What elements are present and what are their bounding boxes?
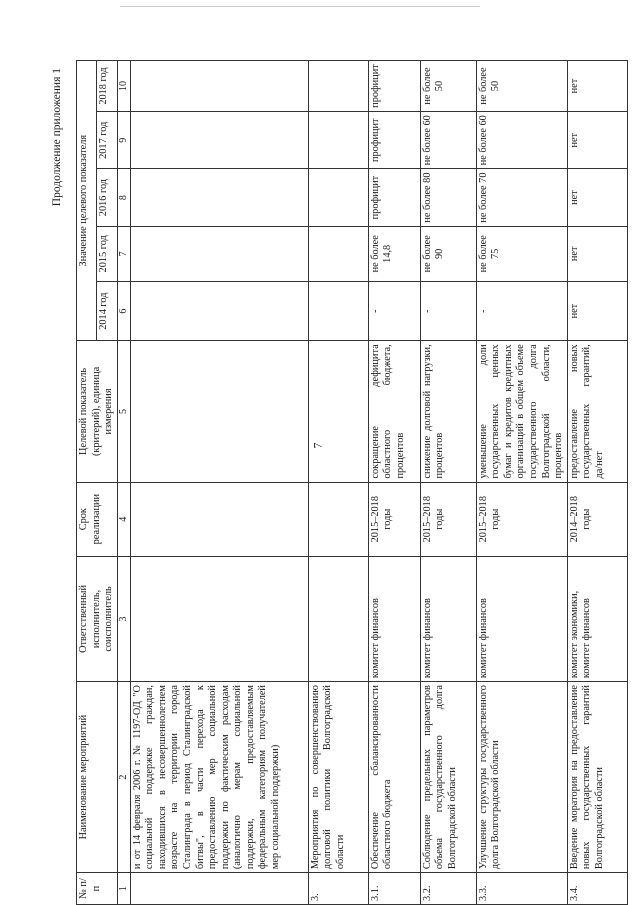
indicator-value [130,226,308,281]
indicator-value [130,169,308,226]
indicator-value: не более 14,8 [368,226,420,281]
indicator-value: не более 60 [476,112,567,169]
row-number: 3.1. [368,873,420,905]
column-number: 3 [117,556,130,681]
row-number: 3. [308,873,368,905]
header-executor: Ответственный исполнитель, соисполнитель [77,556,118,681]
page-number: 7 [310,442,325,449]
indicator: сокращение дефицита областного бюджета, процентов [368,341,420,482]
measure-name: и от 14 февраля 2006 г. № 1197-ОД "О социальной поддержке граждан, находившихся в несовершеннолетнем возрасте на территории города Сталинграда в период Сталинградской битвы", в части перехода к предоставлению мер социальной поддержки по фактическим расходам (аналогично мерам социальной поддержки, предоставляемым федеральным категориям получателей мер социальной поддержки) [130,682,308,873]
measure-name: Обеспечение сбалансированности областного бюджета [368,682,420,873]
column-number: 8 [117,169,130,226]
top-rule [120,6,480,7]
column-number: 4 [117,482,130,556]
indicator-value: не более 70 [476,169,567,226]
term: 2014–2018 годы [567,482,627,556]
header-year: 2017 год [97,112,117,169]
indicator-value: не более 75 [476,226,567,281]
indicator-value: не более 60 [420,112,476,169]
executor [130,556,308,681]
table-row [130,61,308,905]
header-num: № п/п [77,873,118,905]
measure-name: Мероприятия по совершенствованию долговой политики Волгоградской области [308,682,368,873]
term: 2015–2018 годы [476,482,567,556]
header-year: 2016 год [97,169,117,226]
rotated-table-page [51,60,617,905]
indicator-value [308,112,368,169]
table-row [420,61,476,905]
indicator-value: нет [567,226,627,281]
indicator-value: нет [567,281,627,340]
table-row [476,61,567,905]
indicator-value [308,61,368,112]
row-number [130,873,308,905]
indicator-value [308,281,368,340]
term [130,482,308,556]
column-number: 10 [117,61,130,112]
table-row [368,61,420,905]
term [308,482,368,556]
indicator-value: нет [567,169,627,226]
indicator-value: нет [567,112,627,169]
measure-name: Введение моратория на предоставление новых государственных гарантий Волгоградской области [567,682,627,873]
indicator-value: профицит [368,169,420,226]
column-number: 1 [117,873,130,905]
header-term: Срок реализации [77,482,118,556]
header-year: 2018 год [97,61,117,112]
measure-name: Соблюдение предельных параметров объема государственного долга Волгоградской области [420,682,476,873]
executor: комитет экономики, комитет финансов [567,556,627,681]
column-number: 2 [117,682,130,873]
row-number: 3.3. [476,873,567,905]
continuation-note: Продолжение приложения 1 [51,68,63,207]
indicator-value: профицит [368,61,420,112]
term: 2015–2018 годы [368,482,420,556]
indicator: снижение долговой нагрузки, процентов [420,341,476,482]
table-row [567,61,627,905]
column-number: 6 [117,281,130,340]
column-number: 9 [117,112,130,169]
indicator-value [130,61,308,112]
indicator-value [130,112,308,169]
indicator-value: не более 50 [420,61,476,112]
indicator [308,341,368,482]
header-year: 2014 год [97,281,117,340]
header-indicator: Целевой показатель (критерий), единица измерения [77,341,118,482]
indicator-value: не более 50 [476,61,567,112]
indicator-value: нет [567,61,627,112]
indicator: предоставление новых государственных гарантий, да/нет [567,341,627,482]
header-values-group: Значение целевого показателя [77,61,97,341]
indicator-value: - [368,281,420,340]
indicator-value: - [420,281,476,340]
indicator [130,341,308,482]
executor: комитет финансов [368,556,420,681]
measure-name: Улучшение структуры государственного долга Волгоградской области [476,682,567,873]
measures-table [76,60,628,905]
column-number: 5 [117,341,130,482]
row-number: 3.4. [567,873,627,905]
indicator-value [308,226,368,281]
table-row [308,61,368,905]
indicator-value: не более 80 [420,169,476,226]
indicator-value: не более 90 [420,226,476,281]
indicator-value [308,169,368,226]
row-number: 3.2. [420,873,476,905]
header-name: Наименование мероприятий [77,682,118,873]
header-year: 2015 год [97,226,117,281]
column-number: 7 [117,226,130,281]
indicator-value [130,281,308,340]
indicator-value: - [476,281,567,340]
executor: комитет финансов [476,556,567,681]
executor: комитет финансов [420,556,476,681]
indicator: уменьшение доли государственных ценных бумаг и кредитов кредитных организаций в общем объеме государственного долга Волгоградской области, процентов [476,341,567,482]
executor [308,556,368,681]
term: 2015–2018 годы [420,482,476,556]
indicator-value: профицит [368,112,420,169]
